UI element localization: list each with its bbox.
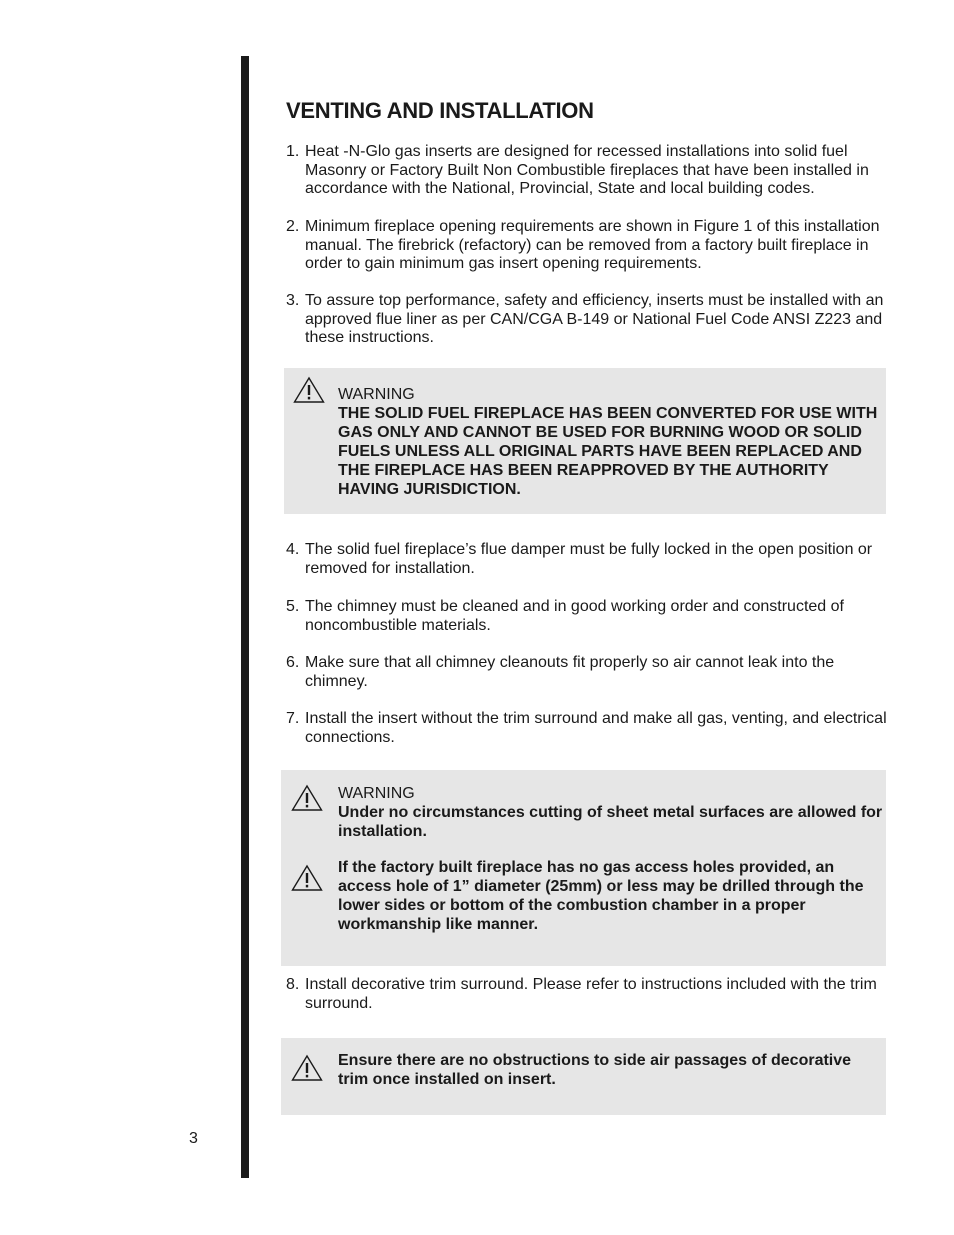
- warning-heading: WARNING: [338, 386, 415, 403]
- list-item-text: Install the insert without the trim surround and make all gas, venting, and electrical connections.: [305, 710, 887, 746]
- list-item-6: [286, 654, 888, 691]
- list-item-text: Heat -N-Glo gas inserts are designed for recessed installations into solid fuel Masonry or Factory Built Non Combustible fireplaces that have been installed in accordance with the National, Provincial, State and local building codes.: [305, 143, 869, 198]
- caution-text: [338, 1051, 883, 1089]
- warning-body: Under no circumstances cutting of sheet metal surfaces are allowed for installation.: [338, 804, 883, 840]
- list-item-text: Make sure that all chimney cleanouts fit properly so air cannot leak into the chimney.: [305, 654, 835, 690]
- warning-icon: [293, 376, 325, 404]
- list-item-text: The chimney must be cleaned and in good working order and constructed of noncombustible materials.: [305, 598, 844, 634]
- list-item-3: [286, 292, 888, 348]
- page-title: VENTING AND INSTALLATION: [286, 98, 594, 123]
- caution-body: Ensure there are no obstructions to side air passages of decorative trim once installed on insert.: [338, 1052, 852, 1088]
- warning-text-3: [338, 858, 883, 934]
- list-item-1: [286, 143, 888, 199]
- list-item-number: 4.: [286, 541, 300, 558]
- list-item-number: 8.: [286, 976, 300, 993]
- page-number: 3: [189, 1130, 198, 1147]
- warning-icon: [291, 864, 323, 892]
- warning-text-1: [338, 385, 883, 499]
- list-item-4: [286, 541, 888, 578]
- warning-body: THE SOLID FUEL FIREPLACE HAS BEEN CONVERTED FOR USE WITH GAS ONLY AND CANNOT BE USED FOR BURNING WOOD OR SOLID FUELS UNLESS ALL ORIGINAL PARTS HAVE BEEN REPLACED AND THE FIREPLACE HAS BEEN REAPPROVED BY THE AUTHORITY HAVING JURISDICTION.: [338, 405, 878, 498]
- list-item-5: [286, 598, 888, 635]
- margin-rule: [241, 56, 249, 1178]
- warning-text-2: [338, 784, 883, 841]
- warning-body: If the factory built fireplace has no gas access holes provided, an access hole of 1” diameter (25mm) or less may be drilled through the lower sides or bottom of the combustion chamber in a proper workmanship like manner.: [338, 859, 864, 933]
- list-item-7: [286, 710, 888, 747]
- warning-icon: [291, 784, 323, 812]
- list-item-text: To assure top performance, safety and efficiency, inserts must be installed with an approved flue liner as per CAN/CGA B-149 or National Fuel Code ANSI Z223 and these instructions.: [305, 292, 884, 347]
- list-item-text: Minimum fireplace opening requirements are shown in Figure 1 of this installation manual. The firebrick (refactory) can be removed from a factory built fireplace in order to gain minimum gas insert opening requirements.: [305, 218, 880, 273]
- list-item-number: 2.: [286, 218, 300, 235]
- warning-heading: WARNING: [338, 785, 415, 802]
- list-item-number: 6.: [286, 654, 300, 671]
- list-item-number: 7.: [286, 710, 300, 727]
- list-item-text: The solid fuel fireplace’s flue damper must be fully locked in the open position or removed for installation.: [305, 541, 873, 577]
- list-item-text: Install decorative trim surround. Please refer to instructions included with the trim surround.: [305, 976, 877, 1012]
- list-item-number: 1.: [286, 143, 300, 160]
- warning-icon: [291, 1054, 323, 1082]
- list-item-number: 5.: [286, 598, 300, 615]
- list-item-8: [286, 976, 888, 1013]
- list-item-2: [286, 218, 888, 274]
- list-item-number: 3.: [286, 292, 300, 309]
